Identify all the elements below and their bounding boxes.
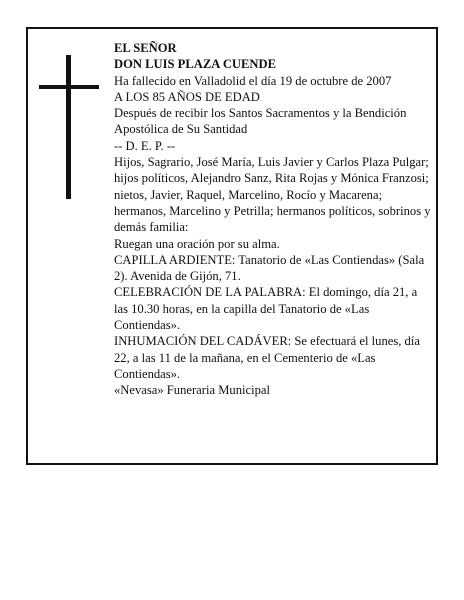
cross-icon (39, 55, 99, 199)
burial-info: INHUMACIÓN DEL CADÁVER: Se efectuará el lunes, día 22, a las 11 de la mañana, en el Cementerio de «Las Contiendas». (114, 334, 420, 381)
sacraments-statement: Después de recibir los Santos Sacramentos y la Bendición Apostólica de Su Santidad (114, 106, 407, 137)
funeral-home: «Nevasa» Funeraria Municipal (114, 383, 270, 398)
rest-in-peace: -- D. E. P. -- (114, 138, 176, 153)
cross-horizontal-bar (39, 85, 99, 89)
death-statement: Ha fallecido en Valladolid el día 19 de octubre de 2007 (114, 73, 392, 88)
celebration-info: CELEBRACIÓN DE LA PALABRA: El domingo, día 21, a las 10.30 horas, en la capilla del Tanatorio de «Las Contiendas». (114, 285, 418, 333)
cross-vertical-bar (66, 55, 71, 199)
family-list: Hijos, Sagrario, José María, Luis Javier y Carlos Plaza Pulgar; hijos políticos, Alejandro Sanz, Rita Rojas y Mónica Franzosi; nietos, Javier, Raquel, Marcelino, Rocío y Macarena; hermanos, Marcelino y Petrilla; hermanos políticos, sobrinos y demás familia: (114, 155, 431, 235)
deceased-name: DON LUIS PLAZA CUENDE (114, 57, 276, 72)
chapel-info: CAPILLA ARDIENTE: Tanatorio de «Las Contiendas» (Sala 2). Avenida de Gijón, 71. (114, 252, 425, 284)
prayer-request: Ruegan una oración por su alma. (114, 236, 280, 251)
obituary-text (114, 40, 432, 399)
obituary-notice (26, 27, 438, 465)
age-statement: A LOS 85 AÑOS DE EDAD (114, 89, 260, 104)
honorific-title: EL SEÑOR (114, 41, 177, 55)
